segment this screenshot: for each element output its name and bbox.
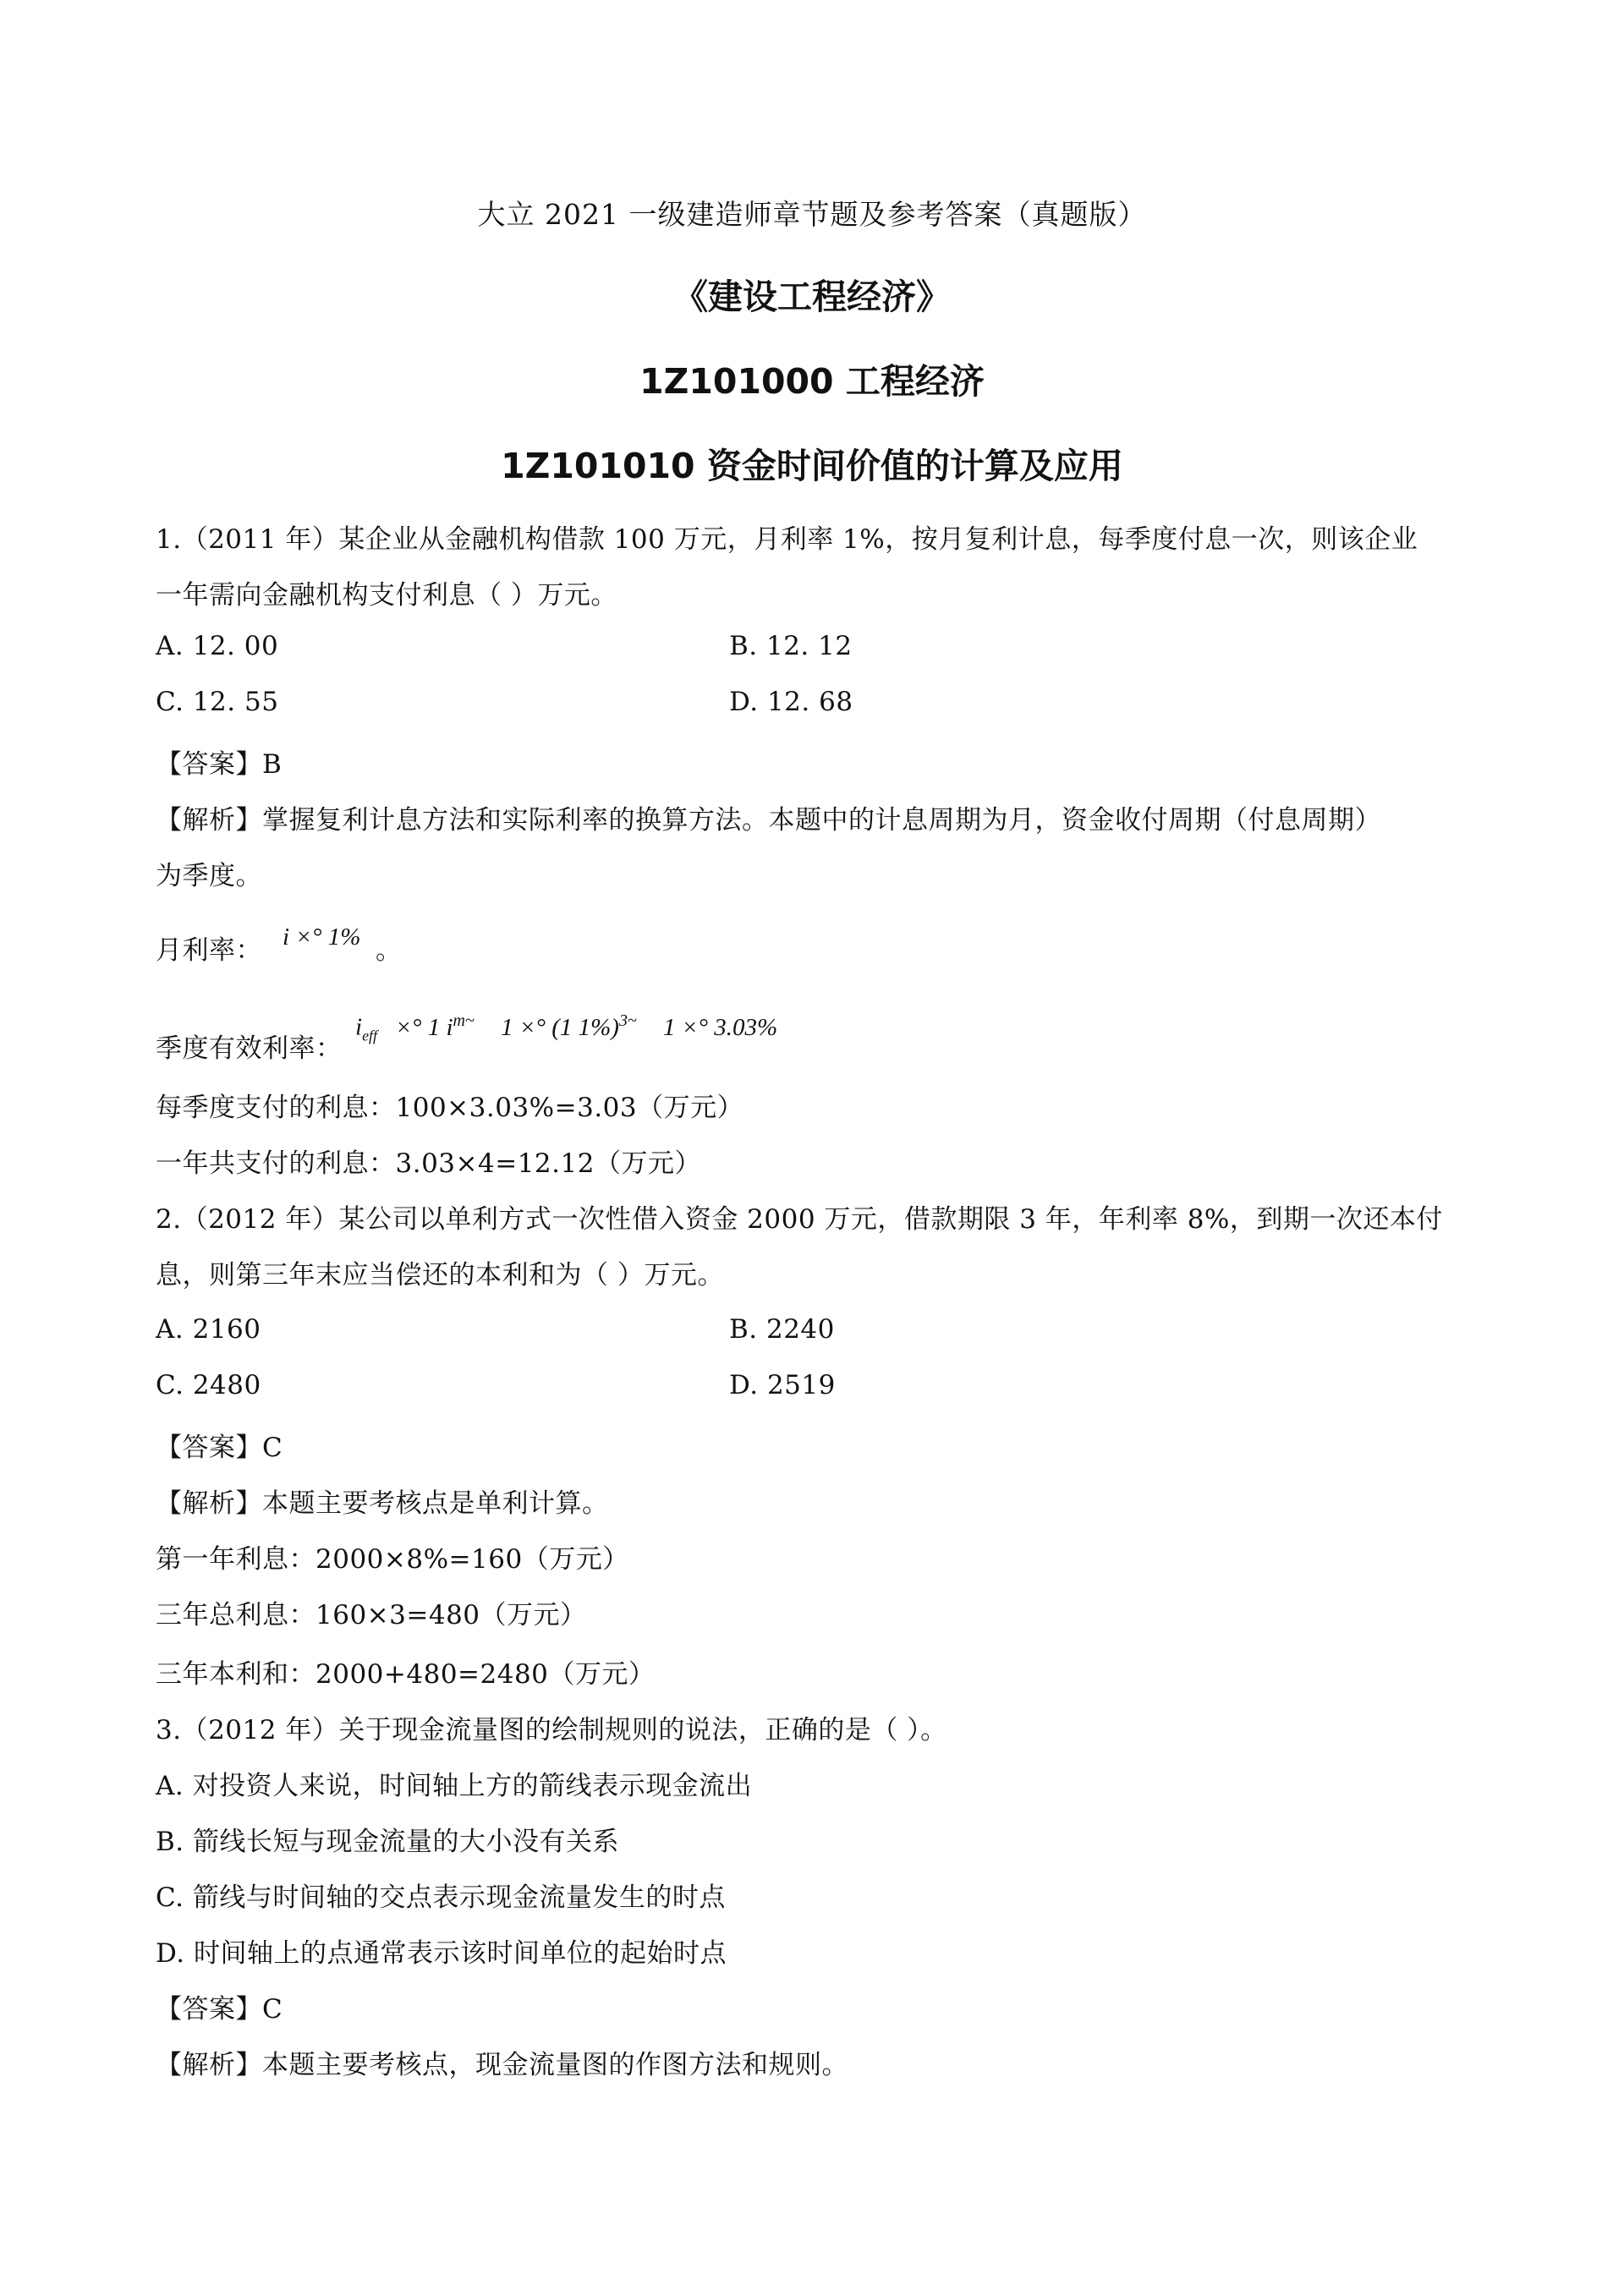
q2-option-a: A. 2160 — [156, 1314, 261, 1345]
q1-stem-line2: 一年需向金融机构支付利息（ ）万元。 — [156, 580, 617, 611]
q2-option-d: D. 2519 — [729, 1370, 836, 1400]
q1-option-a: A. 12. 00 — [156, 631, 279, 661]
q3-analysis: 【解析】本题主要考核点，现金流量图的作图方法和规则。 — [156, 2050, 848, 2080]
chapter-heading: 1Z101000 工程经济 — [639, 361, 985, 402]
q3-option-d: D. 时间轴上的点通常表示该时间单位的起始时点 — [156, 1938, 727, 1969]
q2-calc-line1: 第一年利息：2000×8%=160（万元） — [156, 1544, 629, 1575]
q1-calc-line2: 一年共支付的利息：3.03×4=12.12（万元） — [156, 1148, 701, 1179]
book-title: 《建设工程经济》 — [673, 277, 951, 317]
document-subtitle: 大立 2021 一级建造师章节题及参考答案（真题版） — [477, 198, 1147, 231]
q3-option-a: A. 对投资人来说，时间轴上方的箭线表示现金流出 — [156, 1771, 753, 1801]
q1-answer: 【答案】B — [156, 749, 283, 780]
q2-option-c: C. 2480 — [156, 1370, 261, 1400]
q1-option-c: C. 12. 55 — [156, 687, 279, 717]
q2-stem-line1: 2.（2012 年）某公司以单利方式一次性借入资金 2000 万元，借款期限 3 年，年利率 8%，到期一次还本付 — [156, 1204, 1443, 1235]
q3-answer: 【答案】C — [156, 1994, 283, 2025]
q2-calc-line3: 三年本利和：2000+480=2480（万元） — [156, 1659, 656, 1690]
formula-symbol-i: i — [355, 1013, 363, 1041]
q2-option-b: B. 2240 — [729, 1314, 835, 1345]
q1-monthly-rate-end: 。 — [376, 935, 403, 966]
q1-quarter-rate-label: 季度有效利率： — [156, 1033, 343, 1064]
q1-analysis-line2: 为季度。 — [156, 861, 262, 891]
q3-stem: 3.（2012 年）关于现金流量图的绘制规则的说法，正确的是（ ）。 — [156, 1715, 947, 1745]
formula-part-b: ×° 1 i — [395, 1013, 453, 1041]
q3-option-b: B. 箭线长短与现金流量的大小没有关系 — [156, 1827, 619, 1857]
formula-superscript-3: 3~ — [618, 1011, 637, 1030]
q1-monthly-rate-formula: i ×° 1% — [283, 923, 361, 951]
q1-monthly-rate-label: 月利率： — [156, 935, 262, 966]
formula-part-c: 1 ×° (1 1%) — [501, 1013, 619, 1041]
q2-analysis: 【解析】本题主要考核点是单利计算。 — [156, 1488, 609, 1519]
q1-calc-line1: 每季度支付的利息：100×3.03%=3.03（万元） — [156, 1093, 744, 1123]
q2-answer: 【答案】C — [156, 1433, 283, 1463]
formula-subscript-eff: eff — [362, 1027, 378, 1044]
q1-analysis-line1: 【解析】掌握复利计息方法和实际利率的换算方法。本题中的计息周期为月，资金收付周期（付息周期） — [156, 805, 1381, 836]
q1-option-d: D. 12. 68 — [729, 687, 853, 717]
q1-quarter-rate-formula — [355, 1011, 777, 1044]
q2-stem-line2: 息，则第三年末应当偿还的本利和为（ ）万元。 — [156, 1260, 724, 1290]
q2-calc-line2: 三年总利息：160×3=480（万元） — [156, 1600, 587, 1630]
formula-superscript-m: m~ — [453, 1011, 475, 1030]
formula-part-d: 1 ×° 3.03% — [663, 1013, 778, 1041]
q1-option-b: B. 12. 12 — [729, 631, 853, 661]
q3-option-c: C. 箭线与时间轴的交点表示现金流量发生的时点 — [156, 1882, 726, 1913]
q1-stem-line1: 1.（2011 年）某企业从金融机构借款 100 万元，月利率 1%，按月复利计息，每季度付息一次，则该企业 — [156, 524, 1418, 555]
section-heading: 1Z101010 资金时间价值的计算及应用 — [501, 446, 1123, 486]
